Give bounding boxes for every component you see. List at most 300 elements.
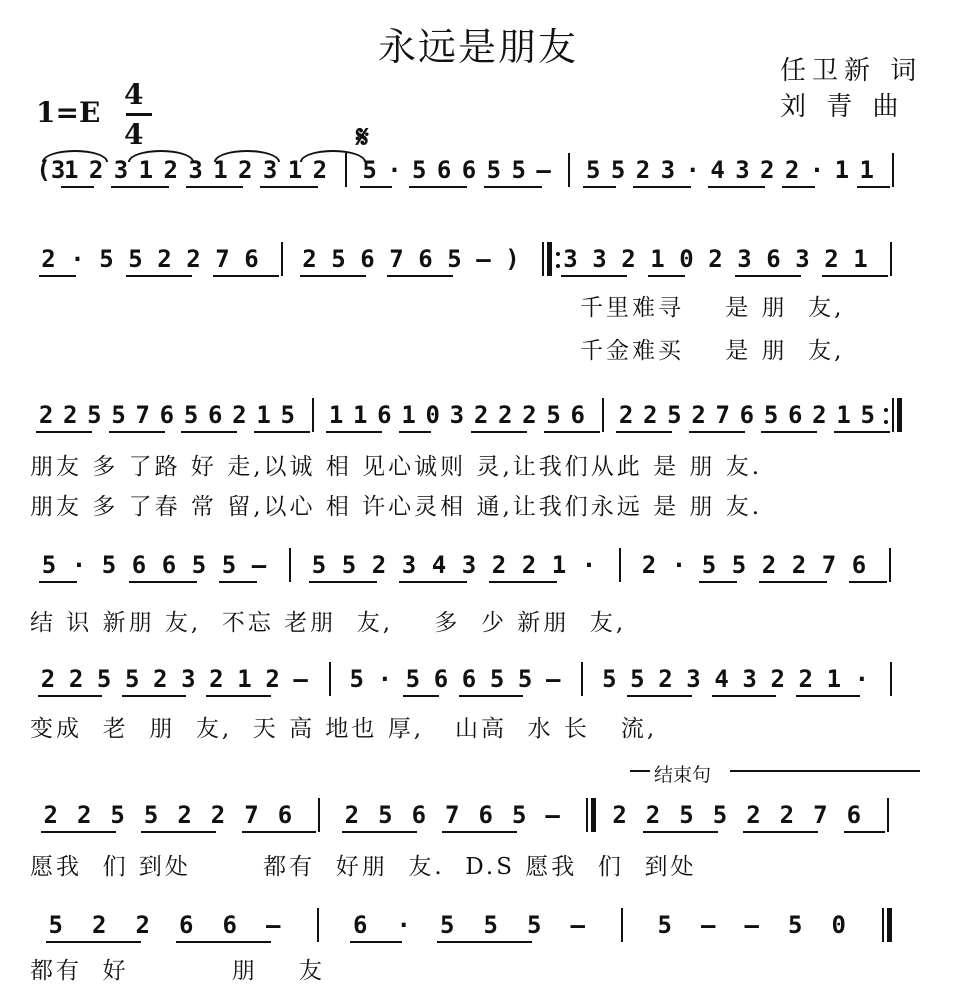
- beam-underline: [789, 581, 827, 583]
- note: 1: [401, 401, 416, 429]
- bar-line: [621, 908, 623, 942]
- note: 5: [489, 665, 505, 693]
- note: 6: [851, 551, 867, 579]
- bar-line: [318, 798, 320, 832]
- note: ·: [809, 156, 825, 184]
- beam-underline: [824, 695, 860, 697]
- note: 5: [447, 245, 462, 273]
- note: 2: [641, 551, 657, 579]
- note: 1: [237, 665, 252, 693]
- notation-row: [34, 244, 904, 284]
- beam-underline: [285, 186, 318, 188]
- beam-underline: [648, 275, 685, 277]
- time-signature-bottom: 4: [124, 118, 144, 151]
- bar-line: [602, 398, 604, 432]
- beam-underline: [857, 186, 890, 188]
- note: 1: [859, 156, 874, 184]
- repeat-dot: [884, 420, 888, 424]
- beam-underline: [429, 581, 467, 583]
- note: 2: [157, 245, 172, 273]
- note: 2: [522, 401, 537, 429]
- note: (3: [36, 156, 66, 184]
- bar-line-double: [887, 908, 892, 942]
- note: 5: [405, 665, 421, 693]
- note: 7: [215, 245, 230, 273]
- note: 6: [436, 156, 452, 184]
- note: 2: [621, 245, 636, 273]
- beam-underline: [677, 831, 718, 833]
- triplet-slur: [42, 150, 108, 162]
- note: 5: [511, 156, 526, 184]
- note: –: [545, 665, 561, 693]
- note: –: [701, 911, 716, 939]
- bar-line: [281, 242, 283, 276]
- note: 7: [715, 401, 730, 429]
- beam-underline: [844, 831, 885, 833]
- beam-underline: [785, 431, 817, 433]
- note: 6: [244, 245, 259, 273]
- note: 3: [660, 156, 676, 184]
- note: 6: [418, 245, 433, 273]
- note: 7: [813, 801, 828, 829]
- note: 6: [788, 401, 803, 429]
- note: 5: [657, 911, 672, 939]
- note: 5: [221, 551, 237, 579]
- bar-line: [619, 548, 621, 582]
- note: 2: [177, 801, 192, 829]
- note: 5: [440, 911, 455, 939]
- note: 6: [161, 551, 177, 579]
- beam-underline: [350, 431, 382, 433]
- beam-underline: [519, 581, 557, 583]
- note: 5: [610, 156, 626, 184]
- note: –: [266, 911, 281, 939]
- beam-underline: [487, 695, 523, 697]
- note: 2: [153, 665, 168, 693]
- beam-underline: [60, 431, 92, 433]
- note: 7: [244, 801, 259, 829]
- note: 2: [691, 401, 706, 429]
- note: 3: [735, 156, 750, 184]
- segno-sign: 𝄋: [356, 120, 369, 155]
- note: 2: [791, 551, 807, 579]
- note: 1: [64, 156, 79, 184]
- lyricist-credit: 任卫新 词: [780, 56, 923, 86]
- beam-underline: [220, 941, 272, 943]
- beam-underline: [159, 581, 197, 583]
- beam-underline: [89, 941, 141, 943]
- bar-line: [889, 548, 891, 582]
- beam-underline: [849, 581, 887, 583]
- note: 4: [710, 156, 725, 184]
- note: 3: [795, 245, 810, 273]
- bar-line: [312, 398, 314, 432]
- note: 2: [92, 911, 107, 939]
- beam-underline: [699, 581, 737, 583]
- beam-underline: [495, 431, 527, 433]
- note: 5: [412, 156, 427, 184]
- note: 3: [262, 156, 278, 184]
- note: 2: [265, 665, 280, 693]
- note: 6: [179, 911, 194, 939]
- note: ·: [70, 245, 85, 273]
- note: 5: [191, 551, 207, 579]
- beam-underline: [658, 186, 691, 188]
- lyric-line: 朋友 多 了春 常 留,以心 相 许心灵相 通,让我们永远 是 朋 友.: [30, 494, 763, 520]
- note: 2: [302, 245, 317, 273]
- lyric-line: 千金难买 是 朋 友,: [580, 338, 845, 364]
- note: 6: [360, 245, 375, 273]
- note: 1: [650, 245, 665, 273]
- lyric-line: 都有 好 朋 友: [30, 958, 325, 984]
- note: 2: [779, 801, 795, 829]
- note: –: [293, 665, 308, 693]
- bar-line: [882, 908, 884, 942]
- bar-line: [568, 153, 570, 187]
- note: 5: [860, 401, 875, 429]
- note: 6: [846, 801, 862, 829]
- note: 6: [478, 801, 493, 829]
- note: 2: [618, 401, 634, 429]
- note: 7: [135, 401, 150, 429]
- end-phrase-line-right: [730, 770, 920, 772]
- note: 6: [159, 401, 175, 429]
- beam-underline: [509, 186, 542, 188]
- note: 2: [88, 156, 104, 184]
- beam-underline: [777, 831, 818, 833]
- bar-line: [329, 662, 331, 696]
- bar-line: [892, 398, 894, 432]
- end-phrase-line-left: [630, 770, 650, 772]
- note: 2: [645, 801, 661, 829]
- note: 5: [183, 401, 199, 429]
- note: 5: [527, 911, 542, 939]
- note: 4: [431, 551, 447, 579]
- note: 5: [667, 401, 682, 429]
- note: 3: [563, 245, 578, 273]
- note: 5: [48, 911, 63, 939]
- note: 2: [312, 156, 328, 184]
- note: 5: [280, 401, 295, 429]
- note: 5: [128, 245, 143, 273]
- beam-underline: [242, 275, 279, 277]
- note: 1: [213, 156, 228, 184]
- key-signature: 1=E: [36, 96, 101, 129]
- note: ·: [671, 551, 687, 579]
- note: 1: [353, 401, 368, 429]
- note: 2: [498, 401, 513, 429]
- note: 2: [658, 665, 673, 693]
- note: 5: [87, 401, 102, 429]
- lyric-line: 朋友 多 了路 好 走,以诚 相 见心诚则 灵,让我们从此 是 朋 友.: [30, 454, 763, 480]
- note: 5: [701, 551, 717, 579]
- beam-underline: [39, 581, 77, 583]
- beam-underline: [851, 275, 888, 277]
- beam-underline: [434, 186, 467, 188]
- beam-underline: [764, 275, 801, 277]
- note: –: [476, 245, 491, 273]
- note: 5: [349, 665, 364, 693]
- note: 2: [238, 156, 253, 184]
- note: 0: [831, 911, 846, 939]
- notation-row: [34, 800, 904, 840]
- note: 6: [461, 665, 477, 693]
- note: 2: [770, 665, 785, 693]
- note: 2: [68, 665, 84, 693]
- note: 1: [551, 551, 567, 579]
- note: 1: [853, 245, 868, 273]
- note: 5: [96, 665, 112, 693]
- note: 2: [708, 245, 723, 273]
- lyric-line: 愿我 们 到处 都有 好朋 友. D.S 愿我 们 到处: [30, 854, 697, 880]
- note: 5: [111, 401, 126, 429]
- note: 2: [643, 401, 658, 429]
- note: 1: [328, 401, 344, 429]
- note: 5: [331, 245, 346, 273]
- note: 3: [188, 156, 203, 184]
- beam-underline: [403, 695, 439, 697]
- note: 2: [635, 156, 651, 184]
- bar-line: [892, 153, 894, 187]
- bar-line: [586, 798, 588, 832]
- note: 6: [377, 401, 392, 429]
- note: 5: [763, 401, 779, 429]
- note: 5: [602, 665, 617, 693]
- repeat-dot: [556, 252, 560, 256]
- beam-underline: [136, 186, 169, 188]
- note: 6: [411, 801, 427, 829]
- note: 5: [99, 245, 114, 273]
- note: 6: [131, 551, 147, 579]
- triplet-slur: [128, 150, 194, 162]
- beam-underline: [339, 581, 377, 583]
- note: 2: [38, 401, 54, 429]
- time-signature-line: [126, 113, 152, 116]
- notation-row: [34, 400, 904, 440]
- note: 2: [521, 551, 537, 579]
- note: 0: [679, 245, 694, 273]
- note: 2: [76, 801, 92, 829]
- bar-line: [890, 242, 892, 276]
- note: –: [570, 911, 585, 939]
- beam-underline: [66, 695, 102, 697]
- beam-underline: [175, 831, 216, 833]
- song-title: 永远是朋友: [377, 25, 578, 69]
- note: –: [744, 911, 759, 939]
- note: 3: [686, 665, 701, 693]
- bar-line-double: [897, 398, 902, 432]
- bar-line: [887, 798, 889, 832]
- note: 2: [41, 245, 56, 273]
- note: 5: [483, 911, 498, 939]
- note: 6: [222, 911, 237, 939]
- note: 6: [353, 911, 368, 939]
- beam-underline: [275, 831, 316, 833]
- beam-underline: [360, 186, 393, 188]
- note: 2: [371, 551, 387, 579]
- note: ·: [71, 551, 87, 579]
- note: ·: [377, 665, 393, 693]
- note: 5: [143, 801, 159, 829]
- beam-underline: [740, 695, 776, 697]
- note: 2: [40, 665, 56, 693]
- beam-underline: [416, 275, 453, 277]
- note: 5: [486, 156, 502, 184]
- beam-underline: [205, 431, 237, 433]
- time-signature-top: 4: [124, 78, 144, 111]
- beam-underline: [732, 186, 765, 188]
- beam-underline: [568, 431, 600, 433]
- note: 5: [110, 801, 125, 829]
- note: 4: [714, 665, 729, 693]
- note: 5: [517, 665, 533, 693]
- note: 5: [788, 911, 803, 939]
- beam-underline: [234, 695, 270, 697]
- beam-underline: [640, 431, 672, 433]
- bar-line: [581, 662, 583, 696]
- notation-row: [34, 664, 904, 704]
- bar-line: [289, 548, 291, 582]
- note: 2: [210, 801, 226, 829]
- note: ): [505, 245, 520, 273]
- beam-underline: [590, 275, 627, 277]
- repeat-dot: [556, 264, 560, 268]
- beam-underline: [133, 431, 165, 433]
- beam-underline: [782, 186, 815, 188]
- lyric-line: 千里难寻 是 朋 友,: [580, 295, 845, 321]
- note: 6: [208, 401, 223, 429]
- note: 2: [473, 401, 489, 429]
- note: –: [251, 551, 267, 579]
- note: 5: [511, 801, 527, 829]
- note: 2: [209, 665, 224, 693]
- note: –: [545, 801, 560, 829]
- beam-underline: [350, 941, 402, 943]
- note: 2: [760, 156, 775, 184]
- note: ·: [854, 665, 870, 693]
- note: 1: [826, 665, 842, 693]
- note: 2: [135, 911, 150, 939]
- note: 1: [836, 401, 851, 429]
- note: 5: [341, 551, 357, 579]
- beam-underline: [481, 941, 533, 943]
- note: 6: [739, 401, 755, 429]
- beam-underline: [155, 275, 192, 277]
- note: ·: [581, 551, 597, 579]
- note: 3: [461, 551, 477, 579]
- end-phrase-label: 结束句: [654, 764, 712, 786]
- composer-credit: 刘 青 曲: [780, 92, 905, 122]
- beam-underline: [399, 431, 431, 433]
- note: 2: [63, 401, 78, 429]
- note: 3: [113, 156, 129, 184]
- beam-underline: [210, 186, 243, 188]
- beam-underline: [375, 831, 416, 833]
- beam-underline: [74, 831, 115, 833]
- beam-underline: [219, 581, 257, 583]
- note: 1: [256, 401, 271, 429]
- note: 5: [630, 665, 645, 693]
- note: 2: [163, 156, 178, 184]
- note: 5: [378, 801, 393, 829]
- beam-underline: [150, 695, 186, 697]
- beam-underline: [61, 186, 94, 188]
- notation-row: [34, 910, 904, 950]
- note: 2: [746, 801, 761, 829]
- note: 2: [186, 245, 201, 273]
- note: 5: [101, 551, 117, 579]
- note: 2: [824, 245, 839, 273]
- bar-line-double: [591, 798, 596, 832]
- note: 1: [138, 156, 154, 184]
- note: 3: [181, 665, 196, 693]
- note: 5: [731, 551, 747, 579]
- note: 6: [461, 156, 477, 184]
- beam-underline: [583, 186, 616, 188]
- note: ·: [396, 911, 411, 939]
- note: 6: [433, 665, 449, 693]
- note: 5: [311, 551, 327, 579]
- note: 2: [491, 551, 507, 579]
- bar-line: [317, 908, 319, 942]
- note: 1: [834, 156, 850, 184]
- note: 2: [612, 801, 627, 829]
- bar-line: [542, 242, 544, 276]
- note: 3: [592, 245, 607, 273]
- beam-underline: [39, 275, 76, 277]
- note: –: [536, 156, 551, 184]
- beam-underline: [858, 431, 890, 433]
- note: 6: [277, 801, 293, 829]
- note: 6: [570, 401, 585, 429]
- note: 1: [287, 156, 303, 184]
- note: 2: [812, 401, 827, 429]
- note: 3: [742, 665, 757, 693]
- beam-underline: [476, 831, 517, 833]
- beam-underline: [713, 431, 745, 433]
- note: 3: [449, 401, 465, 429]
- note: 2: [798, 665, 813, 693]
- note: 3: [401, 551, 417, 579]
- note: 5: [679, 801, 694, 829]
- bar-line: [890, 662, 892, 696]
- note: 5: [362, 156, 377, 184]
- repeat-dot: [884, 408, 888, 412]
- note: 5: [546, 401, 561, 429]
- note: 7: [389, 245, 404, 273]
- note: 2: [784, 156, 800, 184]
- note: 7: [445, 801, 460, 829]
- bar-line-double: [547, 242, 552, 276]
- lyric-line: 变成 老 朋 友, 天 高 地也 厚, 山高 水 长 流,: [30, 716, 658, 742]
- beam-underline: [278, 431, 310, 433]
- note: 5: [124, 665, 140, 693]
- note: ·: [685, 156, 700, 184]
- note: 3: [737, 245, 752, 273]
- lyric-line: 结 识 新朋 友, 不忘 老朋 友, 多 少 新朋 友,: [30, 610, 627, 636]
- note: 2: [344, 801, 360, 829]
- triplet-slur: [214, 150, 280, 162]
- note: 2: [232, 401, 247, 429]
- note: 2: [761, 551, 777, 579]
- note: 7: [821, 551, 837, 579]
- note: 6: [766, 245, 781, 273]
- note: 5: [41, 551, 57, 579]
- beam-underline: [329, 275, 366, 277]
- note: 0: [425, 401, 440, 429]
- note: 5: [712, 801, 728, 829]
- beam-underline: [655, 695, 691, 697]
